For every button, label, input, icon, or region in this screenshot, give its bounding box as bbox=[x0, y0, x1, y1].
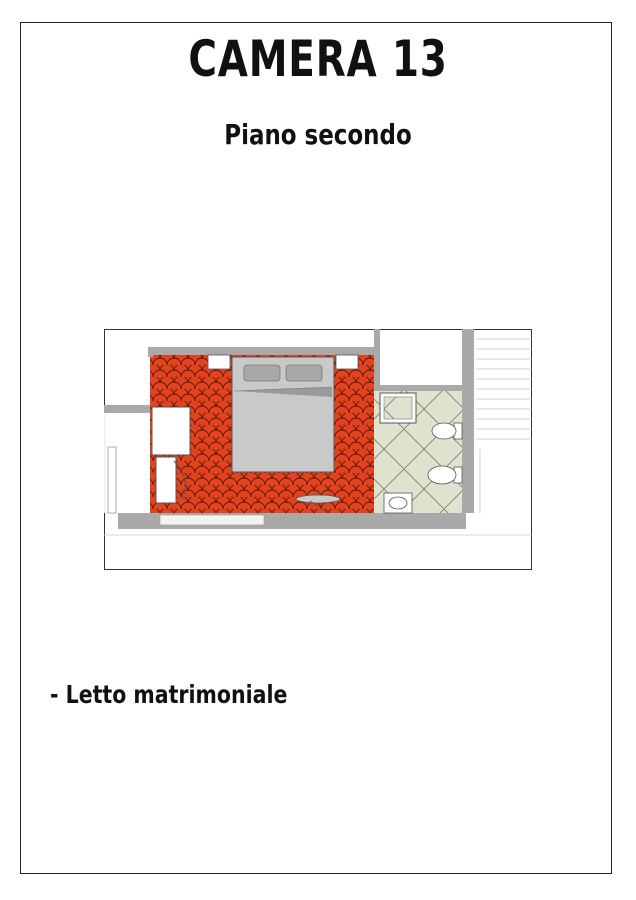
room-title: CAMERA 13 bbox=[188, 30, 448, 88]
toilet bbox=[428, 466, 462, 484]
bidet bbox=[432, 423, 462, 439]
desk-chair bbox=[156, 457, 176, 503]
nightstand-right bbox=[336, 355, 358, 369]
floor-label: Piano secondo bbox=[224, 118, 412, 151]
wardrobe bbox=[108, 447, 116, 513]
double-bed bbox=[232, 357, 334, 472]
shower bbox=[380, 393, 416, 423]
sink bbox=[384, 493, 412, 513]
floor-plan bbox=[104, 329, 532, 570]
desk bbox=[152, 407, 190, 455]
feature-item: - Letto matrimoniale bbox=[50, 680, 288, 709]
nightstand-left bbox=[208, 355, 230, 369]
